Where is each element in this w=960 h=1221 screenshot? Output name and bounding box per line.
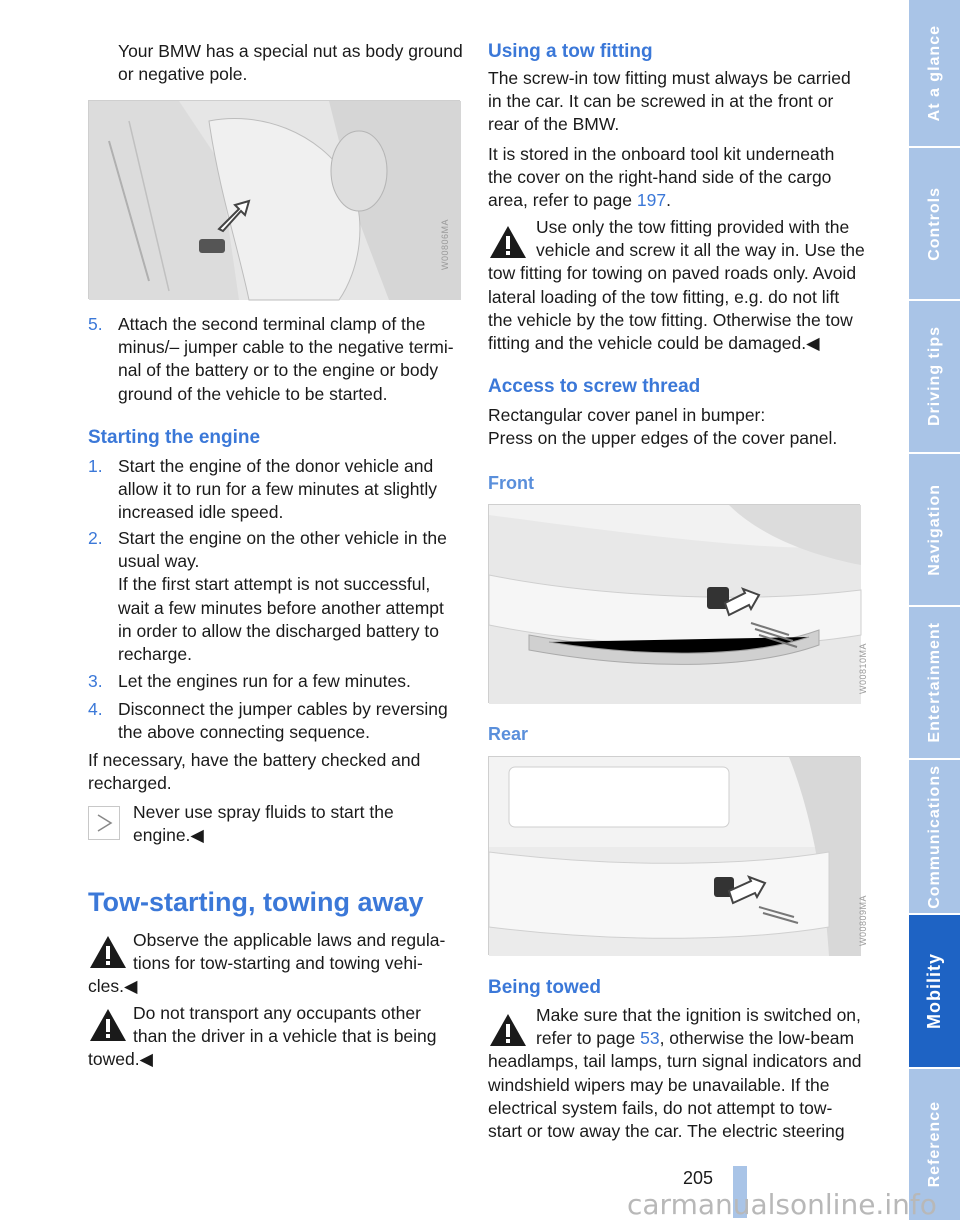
note-arrow-icon xyxy=(88,806,120,840)
page-link-197[interactable]: 197 xyxy=(636,190,667,211)
section-heading-tow-starting: Tow-starting, towing away xyxy=(88,887,424,917)
tab-mobility[interactable]: Mobility xyxy=(909,915,960,1067)
tab-at-a-glance[interactable]: At a glance xyxy=(909,0,960,146)
tab-controls[interactable]: Controls xyxy=(909,148,960,299)
tow-fitting-paragraph-1: The screw-in tow fitting must always be carried in the car. It can be screwed in at the front or rear of the BMW. xyxy=(488,68,851,135)
ground-nut-shape xyxy=(199,239,225,253)
page-link-53[interactable]: 53 xyxy=(640,1028,660,1049)
front-bumper-illustration xyxy=(489,505,861,704)
battery-ground-photo: W00806MA xyxy=(88,100,460,299)
tab-entertainment[interactable]: Entertainment xyxy=(909,607,960,758)
subheading-rear: Rear xyxy=(488,724,529,744)
tab-driving-tips[interactable]: Driving tips xyxy=(909,301,960,452)
intro-paragraph: Your BMW has a special nut as body ground or negative pole. xyxy=(118,41,463,85)
page-number: 205 xyxy=(683,1168,714,1188)
warning-ignition-note: Make sure that the ignition is switched on, refer to page 53, otherwise the low-beam headlamps, tail lamps, turn signal indicators and windshield wipers may be unavailable. If the electrical system fails, do not attempt to tow- start or tow away the car. The electric steering xyxy=(488,1005,862,1142)
subheading-front: Front xyxy=(488,473,534,493)
warning-tow-fitting-note: Use only the tow fitting provided with the vehicle and screw it all the way in. Use the tow fitting for towing on paved roads only. Avoid lateral loading of the tow fitting, e.g. do not lift the vehicle by the tow fitting. Otherwise the tow fitting and the vehicle could be damaged.◀ xyxy=(488,217,865,354)
chapter-sidebar xyxy=(909,0,960,1220)
section-heading-being-towed: Being towed xyxy=(488,977,601,998)
access-paragraph: Rectangular cover panel in bumper: Press on the upper edges of the cover panel. xyxy=(488,405,838,449)
section-heading-starting-engine: Starting the engine xyxy=(88,427,261,448)
tab-reference[interactable]: Reference xyxy=(909,1069,960,1220)
license-plate-area xyxy=(509,767,729,827)
tow-fitting-paragraph-2: It is stored in the onboard tool kit underneath the cover on the right-hand side of the cargo area, refer to page 197. xyxy=(488,144,835,211)
tab-communications[interactable]: Communications xyxy=(909,760,960,913)
battery-ground-illustration xyxy=(89,101,461,300)
section-heading-access-screw-thread: Access to screw thread xyxy=(488,376,701,397)
spray-fluids-note: Never use spray fluids to start the engine.◀ xyxy=(133,802,394,846)
section-heading-tow-fitting: Using a tow fitting xyxy=(488,41,653,62)
tab-navigation[interactable]: Navigation xyxy=(909,454,960,605)
warning-occupants-note: Do not transport any occupants other than the driver in a vehicle that is being towed.◀ xyxy=(88,1003,437,1070)
footer-watermark: carmanualsonline.info xyxy=(627,1188,937,1221)
warning-laws-note: Observe the applicable laws and regula- tions for tow-starting and towing vehi- cles.◀ xyxy=(88,930,446,997)
front-bumper-photo: W00810MA xyxy=(488,504,860,703)
rear-bumper-photo: W00809MA xyxy=(488,756,860,955)
battery-check-paragraph: If necessary, have the battery checked and recharged. xyxy=(88,750,421,794)
rear-bumper-illustration xyxy=(489,757,861,956)
